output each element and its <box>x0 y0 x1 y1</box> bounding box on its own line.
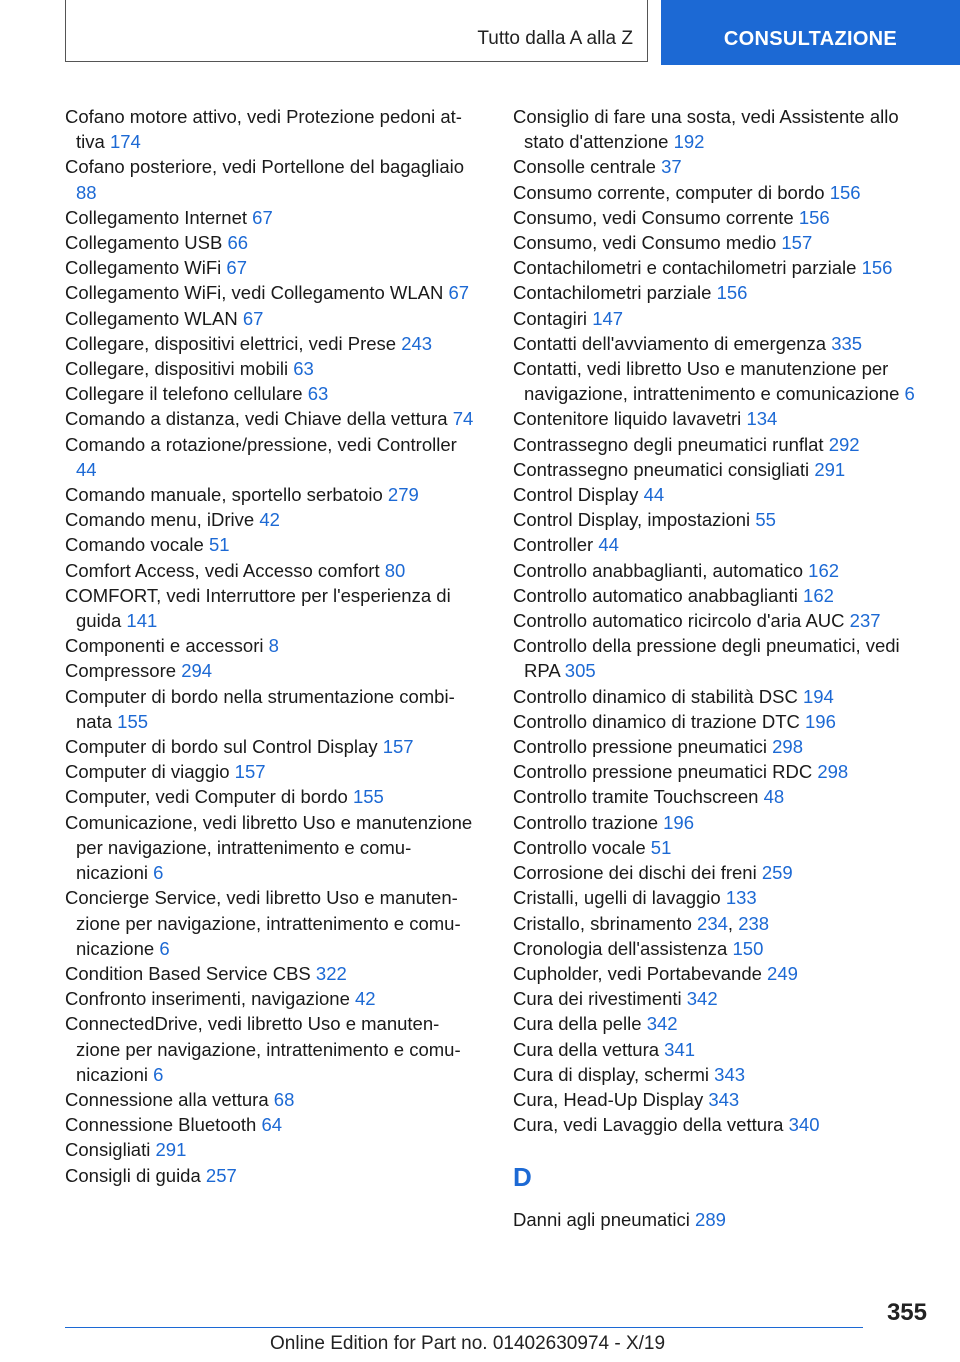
page-reference-link[interactable]: 147 <box>592 307 624 329</box>
index-entry <box>65 759 477 784</box>
index-term: Connessione Bluetooth <box>65 1114 262 1136</box>
index-term: Controllo vocale <box>513 836 651 858</box>
index-term: Consumo, vedi Consumo medio <box>513 232 782 254</box>
index-term: Cronologia dell'assistenza <box>513 937 733 959</box>
index-entry <box>65 432 477 482</box>
index-term: Cofano posteriore, vedi Portellone del bagagliaio <box>65 156 465 178</box>
index-entry <box>65 154 477 204</box>
index-entry <box>65 583 477 633</box>
index-entry <box>65 1163 477 1188</box>
page-reference-link[interactable]: 343 <box>708 1088 740 1110</box>
index-term: Consumo, vedi Consumo corrente <box>513 206 799 228</box>
page-reference-link[interactable]: 44 <box>643 484 665 506</box>
index-entry <box>65 1112 477 1137</box>
page-reference-link[interactable]: 156 <box>716 282 748 304</box>
index-term: Cura di display, schermi <box>513 1063 715 1085</box>
page-reference-link[interactable]: 196 <box>805 710 836 732</box>
page-reference-link[interactable]: 340 <box>788 1114 820 1136</box>
index-entry <box>513 1062 925 1087</box>
index-term: Computer di bordo sul Control Display <box>65 736 383 758</box>
index-term: Cura della vettura <box>513 1038 665 1060</box>
index-term: Contatti, vedi libretto Uso e manutenzione per navigazione, intrattenimento e comunicazione <box>513 358 905 405</box>
index-entry <box>513 835 925 860</box>
page-reference-link[interactable]: 88 <box>76 181 97 203</box>
index-entry <box>513 986 925 1011</box>
index-entry <box>513 331 925 356</box>
page-reference-link[interactable]: 174 <box>109 131 141 153</box>
page-reference-link[interactable]: 238 <box>738 912 770 934</box>
index-entry <box>65 1011 477 1087</box>
page-reference-link[interactable]: 294 <box>181 660 213 682</box>
index-entry <box>513 482 925 507</box>
page-reference-link[interactable]: 63 <box>307 383 329 405</box>
index-term: Contachilometri parziale <box>513 282 717 304</box>
index-entry <box>513 432 925 457</box>
index-entry <box>65 280 477 305</box>
page-reference-link[interactable]: 192 <box>673 131 705 153</box>
index-term: Contrassegno degli pneumatici runflat <box>513 433 829 455</box>
index-term: Controllo dinamico di stabilità DSC <box>513 685 803 707</box>
index-term: Cura, vedi Lavaggio della vettura <box>513 1114 789 1136</box>
index-entry <box>513 532 925 557</box>
index-term: Cupholder, vedi Portabevande <box>513 962 768 984</box>
index-column-left <box>65 104 477 1188</box>
index-entry <box>65 331 477 356</box>
page-reference-link[interactable]: 292 <box>828 433 860 455</box>
index-entry <box>513 1037 925 1062</box>
page-reference-link[interactable]: 157 <box>234 761 266 783</box>
page-reference-link[interactable]: 342 <box>646 1013 678 1035</box>
index-entry <box>65 532 477 557</box>
page-reference-link[interactable]: 66 <box>227 232 249 254</box>
page-reference-link[interactable]: 157 <box>382 736 414 758</box>
page-reference-link[interactable]: 156 <box>861 257 893 279</box>
index-term: Consolle centrale <box>513 156 662 178</box>
index-term: Comando manuale, sportello serbatoio <box>65 484 388 506</box>
index-term: Componenti e accessori <box>65 635 269 657</box>
page-reference-link[interactable]: 141 <box>126 610 158 632</box>
index-entry <box>513 154 925 179</box>
page-reference-link[interactable]: 162 <box>803 584 834 606</box>
page-reference-link[interactable]: 6 <box>153 1063 164 1085</box>
page-reference-link[interactable]: 243 <box>401 332 433 354</box>
index-entry <box>65 1087 477 1112</box>
letter-heading-d: D <box>513 1162 532 1193</box>
page-reference-link[interactable]: 42 <box>259 509 280 531</box>
page-reference-link[interactable]: 55 <box>755 509 776 531</box>
index-term: Connessione alla vettura <box>65 1088 274 1110</box>
index-term: Comando vocale <box>65 534 209 556</box>
page-reference-link[interactable]: 6 <box>153 862 164 884</box>
page-reference-link[interactable]: 257 <box>205 1164 237 1186</box>
index-term: Controllo dinamico di trazione DTC <box>513 710 806 732</box>
index-term: COMFORT, vedi Interruttore per l'esperienza di guida <box>65 584 451 632</box>
index-entry <box>513 507 925 532</box>
index-entry <box>65 658 477 683</box>
index-entry <box>513 356 925 406</box>
index-entry <box>513 608 925 633</box>
index-entry <box>513 1087 925 1112</box>
page-reference-link[interactable]: 6 <box>904 383 915 405</box>
index-term: Collegamento WLAN <box>65 307 243 329</box>
index-entries-c <box>513 104 925 1137</box>
page-reference-link[interactable]: 63 <box>293 358 314 380</box>
index-term: Compressore <box>65 660 182 682</box>
index-entry <box>513 457 925 482</box>
index-term: Cofano motore attivo, vedi Protezione pedoni attiva <box>65 106 462 153</box>
index-term: Controllo della pressione degli pneumatici, vedi RPA <box>513 635 900 682</box>
index-term: Controllo automatico ricircolo d'aria AUC <box>513 610 850 632</box>
index-entry <box>65 784 477 809</box>
index-term: Controllo pressione pneumatici <box>513 736 773 758</box>
chapter-tab <box>661 0 960 65</box>
index-term: Contenitore liquido lavavetri <box>513 408 747 430</box>
index-entry <box>65 684 477 734</box>
index-term: Confronto inserimenti, navigazione <box>65 988 355 1010</box>
index-term: Contachilometri e contachilometri parziale <box>513 257 862 279</box>
index-term: Consigliati <box>65 1139 156 1161</box>
index-entry <box>65 1137 477 1162</box>
index-entry <box>65 986 477 1011</box>
index-entry <box>65 104 477 154</box>
page-reference-link[interactable]: 289 <box>695 1209 726 1231</box>
index-term: Cura dei rivestimenti <box>513 988 687 1010</box>
index-entry <box>513 633 925 683</box>
index-term: Comando a distanza, vedi Chiave della vettura <box>65 408 453 430</box>
index-entry <box>65 381 477 406</box>
page-reference-link[interactable]: 51 <box>208 534 230 556</box>
page-reference-link[interactable]: 343 <box>714 1063 746 1085</box>
index-entry <box>65 255 477 280</box>
index-entry <box>65 961 477 986</box>
index-term: Consigli di guida <box>65 1164 206 1186</box>
index-entry <box>513 1112 925 1137</box>
index-term: Collegare, dispositivi mobili <box>65 358 294 380</box>
index-term: Controllo anabbaglianti, automatico <box>513 559 809 581</box>
page-reference-link[interactable]: 150 <box>732 937 764 959</box>
index-term: Condition Based Service CBS <box>65 962 316 984</box>
page-reference-link[interactable]: 249 <box>767 962 798 984</box>
page-reference-link[interactable]: 44 <box>598 534 619 556</box>
index-term: Cura della pelle <box>513 1013 647 1035</box>
page-reference-link[interactable]: 194 <box>802 685 834 707</box>
page-reference-link[interactable]: 67 <box>448 282 470 304</box>
index-term: Cristalli, ugelli di lavaggio <box>513 887 726 909</box>
index-entries-d <box>513 1207 925 1232</box>
page-reference-link[interactable]: 298 <box>817 761 849 783</box>
index-term: ConnectedDrive, vedi libretto Uso e manutenzione per navigazione, intrattenimento e comunicazioni <box>65 1013 461 1085</box>
page-reference-link[interactable]: 259 <box>761 862 793 884</box>
page-reference-link[interactable]: 8 <box>268 635 279 657</box>
page-reference-link[interactable]: 44 <box>76 458 97 480</box>
index-term: Collegamento Internet <box>65 206 253 228</box>
index-entry <box>513 230 925 255</box>
index-entry <box>65 230 477 255</box>
page-reference-link[interactable]: 298 <box>772 736 804 758</box>
index-entry <box>513 759 925 784</box>
page-reference-link[interactable]: 155 <box>117 710 149 732</box>
index-entry <box>513 205 925 230</box>
page-reference-link[interactable]: 134 <box>746 408 778 430</box>
page-reference-link[interactable]: 74 <box>452 408 474 430</box>
index-entry <box>513 255 925 280</box>
page-reference-link[interactable]: 291 <box>814 458 846 480</box>
page-reference-link[interactable]: 162 <box>808 559 840 581</box>
page-reference-link[interactable]: 42 <box>355 988 376 1010</box>
section-title: Tutto dalla A alla Z <box>477 28 633 49</box>
index-entry <box>513 860 925 885</box>
index-term: Corrosione dei dischi dei freni <box>513 862 762 884</box>
index-term: Concierge Service, vedi libretto Uso e manutenzione per navigazione, intrattenimento e comunicazione <box>65 887 461 959</box>
page-reference-link[interactable]: 155 <box>352 786 384 808</box>
index-entry <box>513 406 925 431</box>
index-entry <box>65 356 477 381</box>
index-term: Comunicazione, vedi libretto Uso e manutenzione per navigazione, intrattenimento e comunicazioni <box>65 811 473 884</box>
page-reference-link[interactable]: 341 <box>664 1038 696 1060</box>
index-entry <box>513 280 925 305</box>
page-reference-link[interactable]: 156 <box>829 181 861 203</box>
index-entry <box>513 961 925 986</box>
index-term: Contagiri <box>513 307 593 329</box>
page-reference-link[interactable]: 196 <box>663 811 695 833</box>
index-term: Collegare, dispositivi elettrici, vedi Prese <box>65 332 402 354</box>
page-reference-link[interactable]: 67 <box>252 206 273 228</box>
index-entry <box>513 1207 925 1232</box>
index-entry <box>65 507 477 532</box>
index-term: Danni agli pneumatici <box>513 1209 696 1231</box>
index-term: Contrassegno pneumatici consigliati <box>513 458 815 480</box>
page-reference-link[interactable]: 234 <box>697 912 728 934</box>
footer-divider <box>65 1327 863 1328</box>
index-entry: Cristallo, sbrinamento 234, 238 <box>513 912 770 934</box>
page-reference-link[interactable]: 237 <box>849 610 881 632</box>
index-term: Computer di viaggio <box>65 761 235 783</box>
index-entry <box>65 482 477 507</box>
page-reference-link[interactable]: 133 <box>725 887 757 909</box>
page-reference-link[interactable]: 64 <box>261 1114 283 1136</box>
page-reference-link[interactable]: 48 <box>763 786 785 808</box>
index-entry <box>513 306 925 331</box>
index-term: Controllo automatico anabbaglianti <box>513 584 804 606</box>
page-reference-link[interactable]: 305 <box>564 660 596 682</box>
index-term: Controllo trazione <box>513 811 664 833</box>
index-term: Controllo tramite Touchscreen <box>513 786 764 808</box>
index-term: Cura, Head-Up Display <box>513 1088 709 1110</box>
index-entry <box>65 810 477 886</box>
index-entry <box>65 306 477 331</box>
index-entry <box>513 684 925 709</box>
chapter-tab-label: CONSULTAZIONE <box>723 28 898 50</box>
page-reference-link[interactable]: 335 <box>831 332 863 354</box>
index-term: Computer, vedi Computer di bordo <box>65 786 353 808</box>
index-term: Cristallo, sbrinamento <box>513 912 698 934</box>
index-term: Collegamento USB <box>65 232 228 254</box>
index-term: Computer di bordo nella strumentazione combinata <box>65 685 455 732</box>
index-entry <box>65 406 477 431</box>
index-term: Consumo corrente, computer di bordo <box>513 181 830 203</box>
index-term: Collegare il telefono cellulare <box>65 383 308 405</box>
index-term: Collegamento WiFi, vedi Collegamento WLAN <box>65 282 449 304</box>
page-reference-link[interactable]: 80 <box>384 559 406 581</box>
index-entry <box>65 558 477 583</box>
page-reference-link[interactable]: 342 <box>686 988 718 1010</box>
index-term: Control Display <box>513 484 644 506</box>
index-entry <box>513 558 925 583</box>
edition-note: Online Edition for Part no. 01402630974 - X/19 <box>270 1333 666 1354</box>
index-term: Comfort Access, vedi Accesso comfort <box>65 559 385 581</box>
page-reference-link[interactable]: 67 <box>226 257 247 279</box>
page-reference-link[interactable]: 279 <box>387 484 419 506</box>
page-reference-link[interactable]: 156 <box>798 206 830 228</box>
index-entry <box>513 784 925 809</box>
index-entry <box>513 810 925 835</box>
page-reference-link[interactable]: 67 <box>242 307 264 329</box>
page-reference-link[interactable]: 322 <box>315 962 347 984</box>
index-term: Contatti dell'avviamento di emergenza <box>513 332 832 354</box>
index-entry <box>513 1011 925 1036</box>
index-entry <box>513 104 925 154</box>
index-term: Comando a rotazione/pressione, vedi Controller <box>65 433 457 455</box>
index-entry <box>513 709 925 734</box>
index-entry <box>513 583 925 608</box>
index-entry <box>513 734 925 759</box>
page-reference-link[interactable]: 291 <box>155 1139 187 1161</box>
index-entry <box>65 633 477 658</box>
index-term: Controllo pressione pneumatici RDC <box>513 761 818 783</box>
index-entry <box>513 936 925 961</box>
page-reference-link[interactable]: 157 <box>781 232 813 254</box>
index-entry <box>513 885 925 910</box>
page-reference-link[interactable]: 37 <box>661 156 682 178</box>
page-reference-link[interactable]: 51 <box>650 836 672 858</box>
section-header-box <box>65 0 648 62</box>
index-term: Consiglio di fare una sosta, vedi Assistente allo stato d'attenzione <box>513 106 899 153</box>
page-reference-link[interactable]: 68 <box>273 1088 295 1110</box>
page-reference-link[interactable]: 6 <box>159 937 170 959</box>
index-entry <box>513 180 925 205</box>
index-term: Control Display, impostazioni <box>513 509 756 531</box>
index-column-right <box>513 104 925 1233</box>
index-term: Controller <box>513 534 599 556</box>
index-entry <box>65 885 477 961</box>
index-term: Collegamento WiFi <box>65 257 227 279</box>
index-entry <box>65 734 477 759</box>
index-term: Comando menu, iDrive <box>65 509 260 531</box>
page-number: 355 <box>886 1299 927 1326</box>
index-entry <box>65 205 477 230</box>
